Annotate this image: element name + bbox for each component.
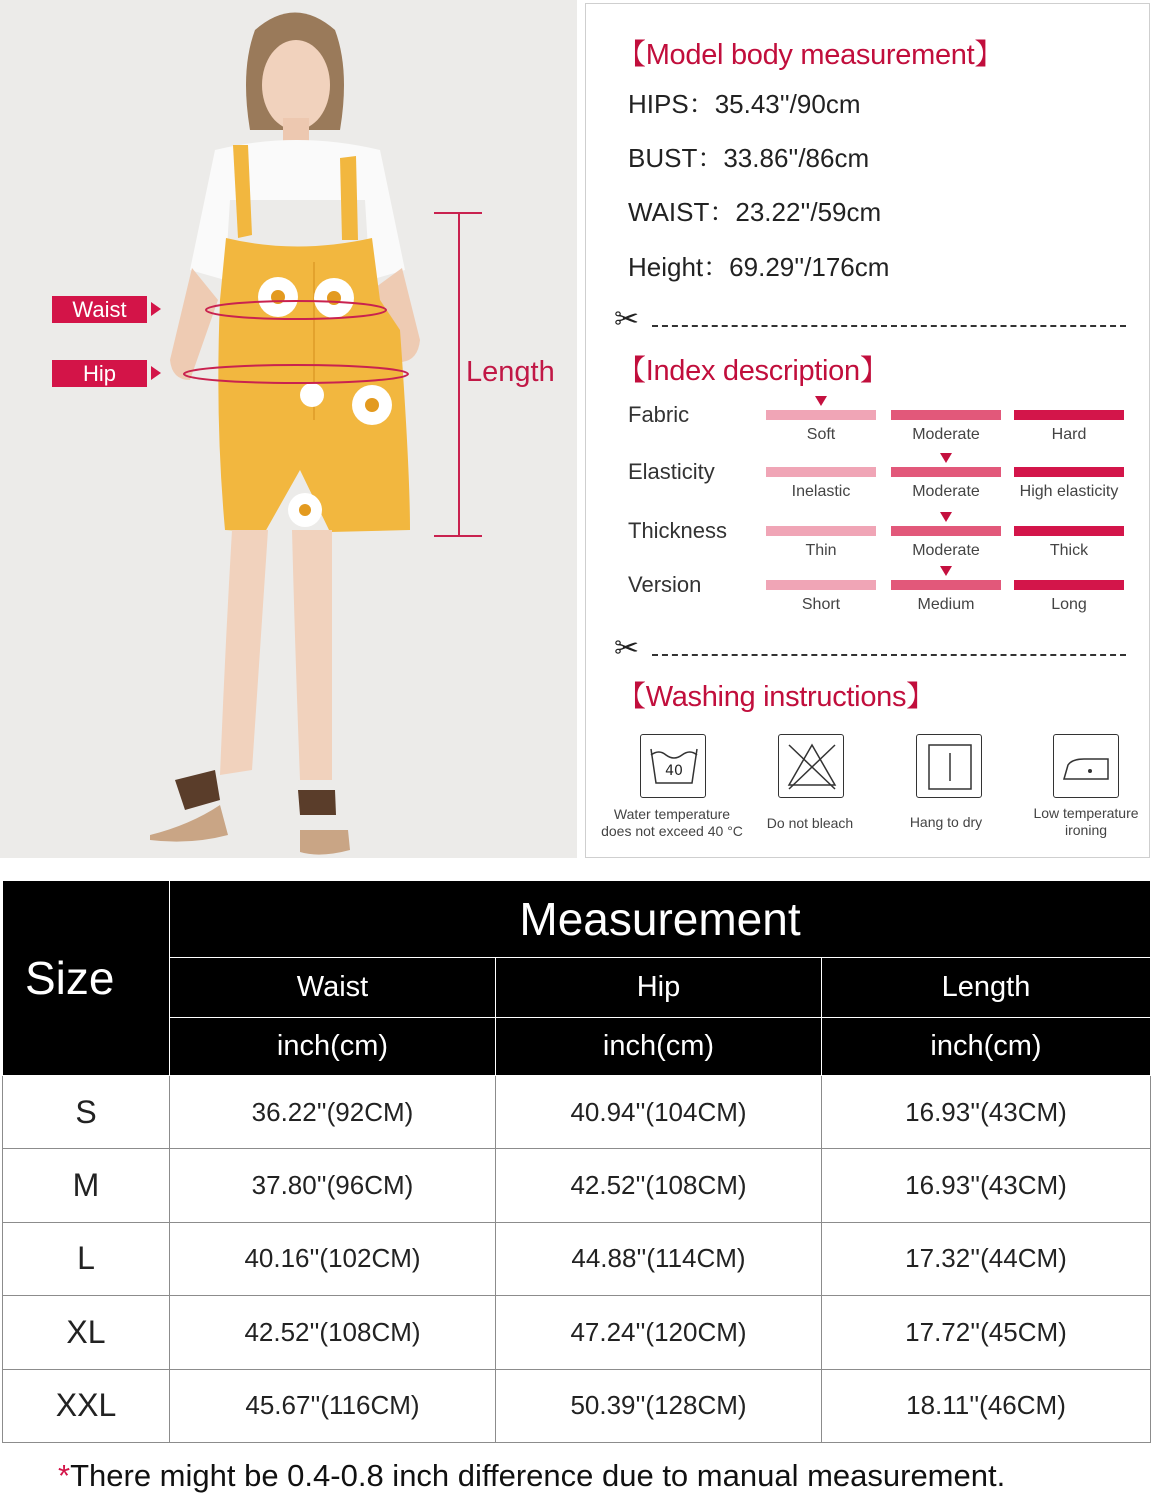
size-cell: XL [3,1296,170,1369]
hip-cell: 42.52''(108CM) [496,1149,822,1222]
index-bar [766,467,876,477]
index-bar [766,410,876,420]
wash-40-icon [640,734,706,798]
selected-marker-icon [815,396,827,406]
scissors-icon: ✂ [614,631,640,666]
index-bar [1014,467,1124,477]
waist-tag: Waist [52,296,147,323]
length-cell: 18.11''(46CM) [822,1369,1151,1442]
product-info-panel [585,3,1150,858]
selected-marker-icon [940,512,952,522]
table-row [3,1076,1151,1149]
index-option-label: Hard [1051,426,1087,443]
waist-cell: 45.67''(116CM) [170,1369,496,1442]
index-bar [891,526,1001,536]
column-header-waist: Waist [170,958,496,1018]
size-cell: XXL [3,1369,170,1442]
selected-marker-icon [940,566,952,576]
washing-instructions-title: 【Washing instructions】 [617,681,935,713]
length-cell: 17.32''(44CM) [822,1222,1151,1295]
model-bust-row: BUST：33.86''/86cm [628,143,870,173]
wash-40-label: Water temperature does not exceed 40 °C [601,806,743,839]
size-cell: M [3,1149,170,1222]
low-iron-icon [1053,734,1119,798]
size-cell: L [3,1222,170,1295]
scissors-icon: ✂ [614,302,640,337]
model-hips-row: HIPS：35.43''/90cm [628,89,861,119]
index-label: Version [628,572,702,597]
size-header: Size [3,881,170,1076]
measurement-header: Measurement [170,881,1151,958]
index-bar [1014,580,1124,590]
waist-cell: 37.80''(96CM) [170,1149,496,1222]
table-row [3,1149,1151,1222]
index-option-label: Thick [1049,542,1089,559]
unit-header: inch(cm) [170,1018,496,1076]
table-row [3,1296,1151,1369]
low-iron-label: Low temperature ironing [1033,805,1139,838]
waist-cell: 40.16''(102CM) [170,1222,496,1295]
index-label: Elasticity [628,459,715,484]
index-option-label: Medium [917,596,975,613]
waist-cell: 42.52''(108CM) [170,1296,496,1369]
index-bar [891,580,1001,590]
model-measurement-title: 【Model body measurement】 [617,39,1004,71]
unit-header: inch(cm) [496,1018,822,1076]
no-bleach-icon [778,734,844,798]
index-option-label: Long [1051,596,1087,613]
index-bar [766,580,876,590]
cut-divider [614,302,1126,337]
index-bar [1014,526,1124,536]
column-header-length: Length [822,958,1151,1018]
unit-header: inch(cm) [822,1018,1151,1076]
index-bar [766,526,876,536]
product-photo [0,0,577,858]
index-option-label: Soft [806,426,836,443]
index-option-label: Moderate [912,426,980,443]
hip-cell: 44.88''(114CM) [496,1222,822,1295]
index-option-label: High elasticity [1019,483,1119,500]
index-option-label: Thin [805,542,837,559]
index-description-title: 【Index description】 [617,355,889,387]
table-row [3,1369,1151,1442]
index-label: Thickness [628,518,728,543]
hip-cell: 47.24''(120CM) [496,1296,822,1369]
size-table [2,880,1151,1443]
hip-cell: 40.94''(104CM) [496,1076,822,1149]
model-illustration [0,0,577,858]
svg-text:40: 40 [665,763,683,779]
waist-cell: 36.22''(92CM) [170,1076,496,1149]
length-label: Length [466,356,555,388]
index-label: Fabric [628,402,690,427]
length-cell: 16.93''(43CM) [822,1076,1151,1149]
index-option-label: Inelastic [791,483,851,500]
model-height-row: Height：69.29''/176cm [628,252,890,282]
size-cell: S [3,1076,170,1149]
table-row [3,1222,1151,1295]
cut-divider [614,631,1126,666]
length-cell: 16.93''(43CM) [822,1149,1151,1222]
length-cell: 17.72''(45CM) [822,1296,1151,1369]
hang-dry-label: Hang to dry [909,814,983,830]
hang-dry-icon [916,734,982,798]
no-bleach-label: Do not bleach [766,815,854,831]
hip-cell: 50.39''(128CM) [496,1369,822,1442]
index-bar [1014,410,1124,420]
model-waist-row: WAIST：23.22''/59cm [628,197,882,227]
index-option-label: Short [801,596,841,613]
index-option-label: Moderate [912,542,980,559]
index-bar [891,467,1001,477]
index-bar [891,410,1001,420]
selected-marker-icon [940,453,952,463]
column-header-hip: Hip [496,958,822,1018]
index-option-label: Moderate [912,483,980,500]
measurement-note: *There might be 0.4-0.8 inch difference due to manual measurement. [58,1458,1006,1493]
hip-tag: Hip [52,360,147,387]
